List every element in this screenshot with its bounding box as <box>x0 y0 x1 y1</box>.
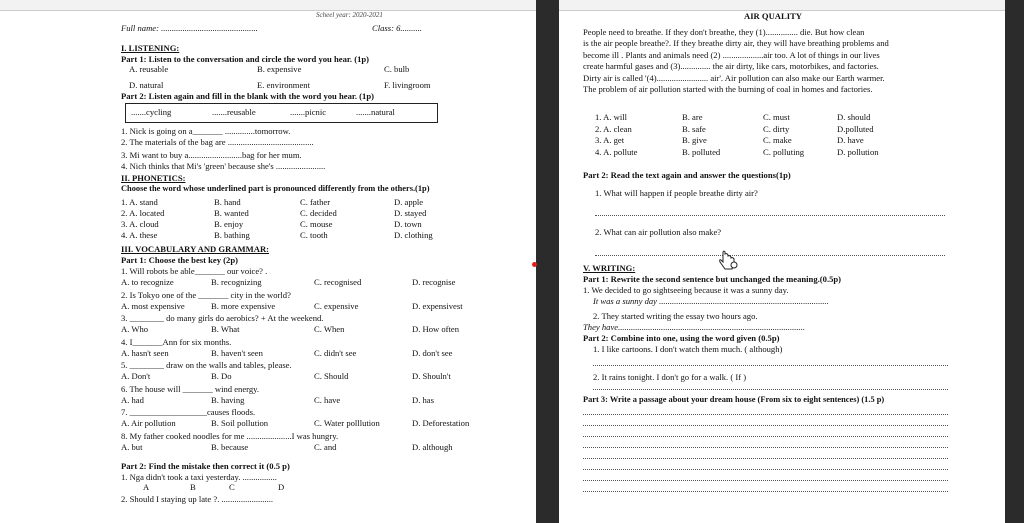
answer-line <box>583 491 948 492</box>
vocab-question: 2. Is Tokyo one of the _______ city in the world? <box>121 289 291 300</box>
phonetics-title: Choose the word whose underlined part is pronounced differently from the others.(1p) <box>121 184 430 193</box>
reading-question: 2. What can air pollution also make? <box>595 227 722 237</box>
vocab-question: 3. ________ do many girls do aerobics? + At the weekend. <box>121 313 324 323</box>
section-phonetics: II. PHONETICS: <box>121 173 186 183</box>
mistake-item: 1. Nga didn't took a taxi yesterday. ................ <box>121 472 277 482</box>
paragraph-line: People need to breathe. If they don't breathe, they (1)............... die. But how clean <box>583 27 865 37</box>
writing-question: 2. It rains tonight. I don't go for a walk. ( If ) <box>593 372 747 382</box>
section-listening: I. LISTENING: <box>121 43 180 53</box>
vocab-option: C. have <box>314 394 341 405</box>
vocab-option: A. had <box>121 394 144 405</box>
vocab-option: A. most expensive <box>121 300 185 311</box>
writing-part3-title: Part 3: Write a passage about your dream house (From six to eight sentences) (1.5 p) <box>583 395 885 404</box>
writing-question: 1. We decided to go sightseeing because it was a sunny day. <box>583 285 789 295</box>
vocab-option: C. recognised <box>314 277 362 287</box>
vocab-option: B. What <box>211 324 240 334</box>
answer-line <box>595 215 945 216</box>
answer-line <box>583 480 948 481</box>
reading-option: C. polluting <box>763 146 805 157</box>
answer-line <box>595 255 945 256</box>
vocab-option: B. having <box>211 394 245 405</box>
phonetics-option: C. mouse <box>300 219 333 229</box>
phonetics-option: D. apple <box>394 197 424 207</box>
phonetics-option: B. enjoy <box>214 219 244 229</box>
phonetics-option: C. father <box>300 197 331 207</box>
option: A. reusable <box>129 64 169 74</box>
phonetics-option: 2. A. located <box>121 208 165 218</box>
red-marker-dot <box>532 262 537 267</box>
answer-line <box>583 414 948 415</box>
vocab-option: C. Water polllution <box>314 418 380 428</box>
vocab-option: B. haven't seen <box>211 347 263 358</box>
vocab-option: D. How often <box>412 324 460 334</box>
right-document-page <box>559 0 1005 523</box>
fill-item: 1. Nick is going on a_______ ..............tomorrow. <box>121 126 291 136</box>
vocab-option: C. When <box>314 324 345 334</box>
writing-answer: They have....................................................................................... <box>583 322 805 332</box>
reading-option: D.polluted <box>837 123 874 134</box>
vocab-question: 8. My father cooked noodles for me .....................I was hungry. <box>121 430 339 441</box>
phonetics-option: D. clothing <box>394 230 433 240</box>
box-word: .......reusable <box>212 107 256 117</box>
vocab-option: D. although <box>412 441 453 452</box>
box-word: .......cycling <box>131 107 172 117</box>
phonetics-option: D. stayed <box>394 208 427 218</box>
vocab-option: D. Deforestation <box>412 418 470 428</box>
vocab-option: C. Should <box>314 371 349 381</box>
paragraph-line: Dirty air is called '(4)........................ air'. Air pollution can also make our Earth warmer. <box>583 72 885 83</box>
phonetics-option: 3. A. cloud <box>121 219 159 229</box>
vocab-option: D. Shouln't <box>412 371 451 381</box>
reading-option: B. polluted <box>682 146 721 157</box>
option: D. natural <box>129 80 164 90</box>
vocab-option: B. more expensive <box>211 300 276 311</box>
vocab-option: D. has <box>412 394 434 405</box>
class-line: Class: 6.......... <box>372 23 422 33</box>
phonetics-option: 4. A. these <box>121 230 158 240</box>
phonetics-option: C. decided <box>300 208 337 218</box>
full-name-line: Full name: ............................................. <box>121 23 258 33</box>
fill-item: 4. Nich thinks that Mi's 'green' because she's ....................... <box>121 161 326 171</box>
writing-answer: It was a sunny day ............................................................................... <box>593 296 829 306</box>
phonetics-option: D. town <box>394 219 422 229</box>
reading-option: C. make <box>763 135 792 145</box>
vocab-option: A. Air pollution <box>121 418 176 428</box>
vocab-option: B. because <box>211 441 249 452</box>
reading-part2-title: Part 2: Read the text again and answer the questions(1p) <box>583 170 791 180</box>
paragraph-line: The problem of air pollution started with the burning of coal in homes and factories. <box>583 84 873 94</box>
listening-part2-title: Part 2: Listen again and fill in the blank with the word you hear. (1p) <box>121 91 374 101</box>
fill-item: 3. Mi want to buy a.........................bag for her mum. <box>121 150 302 160</box>
vocab-option: D. recognise <box>412 277 456 287</box>
answer-line <box>583 447 948 448</box>
answer-line <box>593 389 948 390</box>
vocab-option: B. recognizing <box>211 277 262 287</box>
answer-letter: C <box>229 482 235 492</box>
answer-line <box>583 458 948 459</box>
phonetics-option: C. tooth <box>300 230 328 240</box>
ruler-bar <box>0 0 536 11</box>
vocab-option: A. but <box>121 441 143 452</box>
phonetics-option: B. hand <box>214 197 241 207</box>
vocab-option: B. Soil pollution <box>211 418 269 428</box>
vocab-option: C. didn't see <box>314 347 357 358</box>
mistake-title: Part 2: Find the mistake then correct it (0.5 p) <box>121 461 290 471</box>
phonetics-option: 1. A. stand <box>121 197 158 207</box>
answer-letter: B <box>190 482 196 492</box>
section-vocab-grammar: III. VOCABULARY AND GRAMMAR: <box>121 244 270 254</box>
option: F. livingroom <box>384 80 431 90</box>
vocab-option: C. expensive <box>314 300 359 311</box>
vocab-option: A. to recognize <box>121 277 174 287</box>
vocab-option: A. Who <box>121 324 149 334</box>
reading-option: D. should <box>837 112 871 122</box>
vocab-option: A. Don't <box>121 371 151 381</box>
reading-option: 2. A. clean <box>595 123 632 134</box>
section-writing: V. WRITING: <box>583 263 636 273</box>
paragraph-line: become ill . Plants and animals need (2) ...................air too. A lot of things in our lives <box>583 49 880 60</box>
reading-title: AIR QUALITY <box>744 11 803 21</box>
vocab-question: 5. ________ draw on the walls and tables, please. <box>121 360 292 370</box>
vocab-question: 4. I_______Ann for six months. <box>121 336 232 347</box>
reading-option: 3. A. get <box>595 135 625 145</box>
phonetics-option: B. bathing <box>214 230 250 240</box>
mistake-item: 2. Should I staying up late ?. ........................ <box>121 494 274 504</box>
reading-option: B. give <box>682 135 707 145</box>
vocab-part1-title: Part 1: Choose the best key (2p) <box>121 255 238 265</box>
option: C. bulb <box>384 64 410 74</box>
school-year-partial: Scheel year: 2020-2021 <box>316 11 383 19</box>
vocab-question: 7. __________________causes floods. <box>121 407 256 417</box>
answer-line <box>583 436 948 437</box>
vocab-option: D. don't see <box>412 347 453 358</box>
vocab-question: 1. Will robots be able_______ our voice? . <box>121 266 268 276</box>
hand-cursor-icon <box>717 250 739 272</box>
reading-question: 1. What will happen if people breathe dirty air? <box>595 188 758 198</box>
answer-letter: A <box>143 482 150 492</box>
option: B. expensive <box>257 64 302 74</box>
reading-option: C. must <box>763 112 790 122</box>
writing-question: 2. They started writing the essay two hours ago. <box>593 311 758 321</box>
reading-option: B. are <box>682 112 703 122</box>
vocab-option: D. expensivest <box>412 300 463 311</box>
vocab-question: 6. The house will _______ wind energy. <box>121 383 260 394</box>
answer-line <box>593 365 948 366</box>
writing-part2-title: Part 2: Combine into one, using the word given (0.5p) <box>583 333 780 343</box>
reading-option: D. have <box>837 135 864 145</box>
listening-part1-title: Part 1: Listen to the conversation and circle the word you hear. (1p) <box>121 54 370 64</box>
reading-option: B. safe <box>682 123 706 134</box>
writing-part1-title: Part 1: Rewrite the second sentence but unchanged the meaning.(0.5p) <box>583 274 842 284</box>
answer-letter: D <box>278 482 285 492</box>
fill-item: 2. The materials of the bag are ........................................ <box>121 137 314 147</box>
reading-option: 4. A. pollute <box>595 146 638 157</box>
writing-question: 1. I like cartoons. I don't watch them much. ( although) <box>593 344 783 354</box>
answer-line <box>583 469 948 470</box>
reading-option: 1. A. will <box>595 112 627 122</box>
answer-line <box>583 425 948 426</box>
vocab-option: A. hasn't seen <box>121 347 169 358</box>
vocab-option: B. Do <box>211 371 232 381</box>
ruler-bar <box>559 0 1005 11</box>
vocab-option: C. and <box>314 441 337 452</box>
reading-option: C. dirty <box>763 123 790 134</box>
phonetics-option: B. wanted <box>214 208 249 218</box>
reading-option: D. pollution <box>837 146 879 157</box>
option: E. environment <box>257 80 310 90</box>
paragraph-line: is the air people breathe?. If they breathe dirty air, they will have breathing problems and <box>583 38 889 49</box>
box-word: .......natural <box>356 107 395 117</box>
paragraph-line: create harmful gases and (3).............. the air dirty, like cars, motorbikes, and factories. <box>583 61 879 72</box>
box-word: .......picnic <box>290 107 327 117</box>
